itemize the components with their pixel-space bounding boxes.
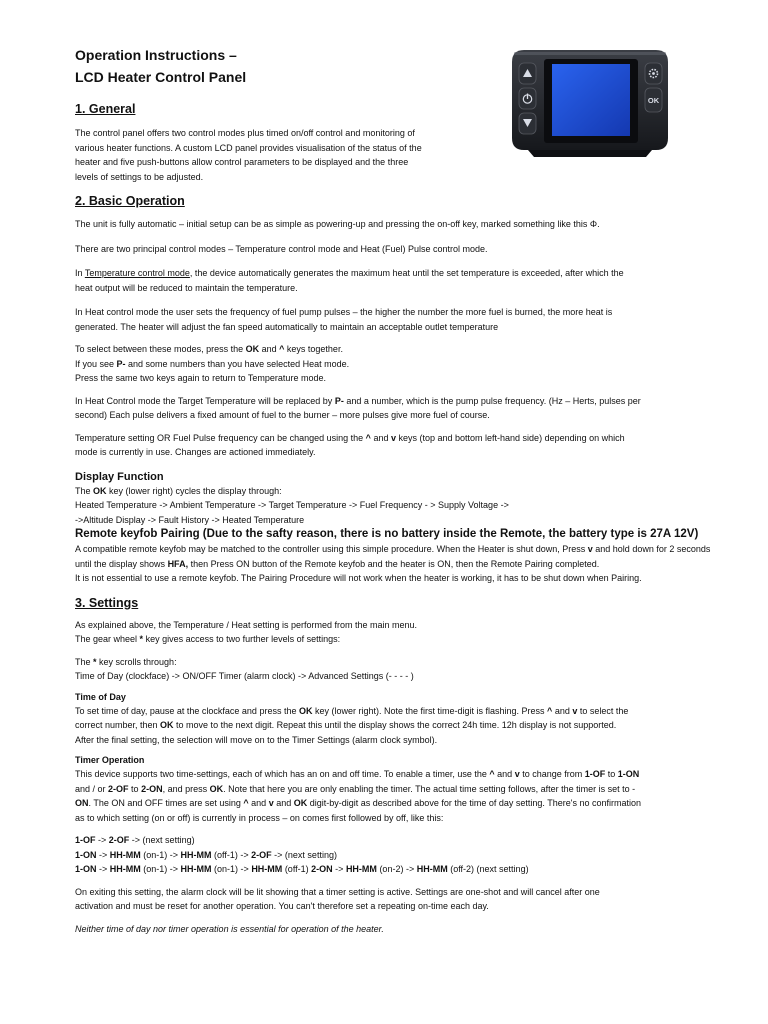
basic-p7-line1: Temperature setting OR Fuel Pulse frequency can be changed using the ^ and v keys (top and bottom left-hand side) depending on which — [75, 432, 625, 443]
keyfob-line-2: until the display shows HFA, then Press ON button of the Remote keyfob and the heater is ON, then the Remote Pairing completed. — [75, 558, 600, 569]
section-basic-heading: 2. Basic Operation — [75, 194, 185, 208]
section-general-heading: 1. General — [75, 102, 136, 116]
document-title-line1: Operation Instructions – — [75, 47, 237, 63]
document-title-line2: LCD Heater Control Panel — [75, 69, 247, 85]
display-line-1: The OK key (lower right) cycles the display through: — [75, 485, 282, 496]
general-line-1: The control panel offers two control modes plus timed on/off control and monitoring of — [75, 128, 415, 138]
basic-p4-line2: generated. The heater will adjust the fan speed automatically to maintain an acceptable outlet temperature — [75, 321, 499, 332]
basic-p4-line1: In Heat control mode the user sets the frequency of fuel pump pulses – the higher the number the more fuel is burned, the more heat is — [75, 307, 613, 317]
settings-line-2: The gear wheel * key gives access to two further levels of settings: — [75, 634, 341, 644]
basic-p3-line1: In Temperature control mode, the device automatically generates the maximum heat until the set temperature is exceeded, after which the — [75, 268, 624, 278]
timer-sequence-2: 1-ON -> HH-MM (on-1) -> HH-MM (off-1) -> 2-OF -> (next setting) — [75, 849, 337, 860]
keyfob-line-3: It is not essential to use a remote keyfob. The Pairing Procedure will not work when the heater is working, it has to be shut down when Pairing. — [75, 573, 642, 583]
timer-operation-heading: Timer Operation — [75, 755, 145, 765]
settings-scroll-line-1: The * key scrolls through: — [75, 656, 177, 667]
keyfob-line-1: A compatible remote keyfob may be matched to the controller using this simple procedure. When the Heater is shut down, Press v and hold down for 2 seconds — [75, 544, 711, 554]
general-line-4: levels of settings to be adjusted. — [75, 171, 204, 182]
basic-p1: The unit is fully automatic – initial setup can be as simple as powering-up and pressing the on-off key, marked something like this Φ. — [75, 219, 600, 229]
settings-line-1: As explained above, the Temperature / Heat setting is performed from the main menu. — [75, 619, 418, 630]
general-line-3: heater and five push-buttons allow control parameters to be displayed and the three — [75, 157, 409, 167]
section-settings-heading: 3. Settings — [75, 595, 139, 610]
display-line-2: Heated Temperature -> Ambient Temperature -> Target Temperature -> Fuel Frequency - > Supply Voltage -> — [75, 500, 509, 510]
basic-p6-line2: second) Each pulse delivers a fixed amount of fuel to the burner – more pulses give more fuel of course. — [75, 410, 490, 420]
basic-p5-line3: Press the same two keys again to return to Temperature mode. — [75, 373, 326, 383]
settings-scroll-line-2: Time of Day (clockface) -> ON/OFF Timer (alarm clock) -> Advanced Settings (- - - - ) — [75, 671, 414, 681]
timer-line-4: as to which setting (on or off) is currently in process – on comes first followed by off, like this: — [75, 812, 444, 823]
basic-p6-line1: In Heat Control mode the Target Temperature will be replaced by P- and a number, which is the pump pulse frequency. (Hz – Herts, pulses per — [75, 395, 641, 406]
general-line-2: various heater functions. A custom LCD panel provides visualisation of the status of the — [75, 142, 422, 153]
timer-p2-line-1: On exiting this setting, the alarm clock will be lit showing that a timer setting is active. Settings are one-shot and will cancel after one — [75, 886, 600, 897]
svg-text:OK: OK — [647, 96, 660, 105]
basic-p7-line2: mode is currently in use. Changes are actioned immediately. — [75, 447, 316, 457]
time-of-day-heading: Time of Day — [75, 691, 126, 702]
timer-note: Neither time of day nor timer operation is essential for operation of the heater. — [75, 923, 384, 934]
timer-line-3: ON. The ON and OFF times are set using ^ and v and OK digit-by-digit as described above for the time of day setting. There's no confirmation — [75, 798, 641, 808]
basic-p5-line1: To select between these modes, press the OK and ^ keys together. — [75, 344, 343, 354]
time-of-day-line-2: correct number, then OK to move to the next digit. Repeat this until the display shows the correct 24h time. 12h display is not supported. — [75, 720, 617, 730]
time-of-day-line-1: To set time of day, pause at the clockface and press the OK key (lower right). Note the first time-digit is flashing. Press ^ and v to select the — [75, 705, 629, 716]
timer-p2-line-2: activation and must be reset for another operation. You can't therefore set a repeating on-time each day. — [75, 901, 489, 911]
timer-line-1: This device supports two time-settings, each of which has an on and off time. To enable a timer, use the ^ and v to change from 1-OF to 1-ON — [75, 769, 640, 779]
temperature-mode-link-text: Temperature control mode — [84, 268, 190, 278]
basic-p2: There are two principal control modes – Temperature control mode and Heat (Fuel) Pulse control mode. — [75, 243, 488, 254]
basic-p3-line2: heat output will be reduced to maintain the temperature. — [75, 282, 298, 293]
keyfob-heading: Remote keyfob Pairing (Due to the safty reason, there is no battery inside the Remote, the battery type is 27A 12V) — [75, 528, 699, 540]
display-function-heading: Display Function — [75, 470, 164, 483]
time-of-day-line-3: After the final setting, the selection will move on to the Timer Settings (alarm clock symbol). — [75, 734, 438, 745]
display-line-3: ->Altitude Display -> Fault History -> Heated Temperature — [75, 514, 305, 525]
timer-sequence-3: 1-ON -> HH-MM (on-1) -> HH-MM (on-1) -> HH-MM (off-1) 2-ON -> HH-MM (on-2) -> HH-MM (off-2) (next setting) — [75, 864, 529, 874]
document-page — [75, 44, 765, 936]
timer-sequence-1: 1-OF -> 2-OF -> (next setting) — [75, 835, 195, 845]
timer-line-2: and / or 2-OF to 2-ON, and press OK. Note that here you are only enabling the timer. The actual time setting follows, after the timer is set to - — [75, 783, 636, 794]
basic-p5-line2: If you see P- and some numbers than you have selected Heat mode. — [75, 358, 350, 369]
